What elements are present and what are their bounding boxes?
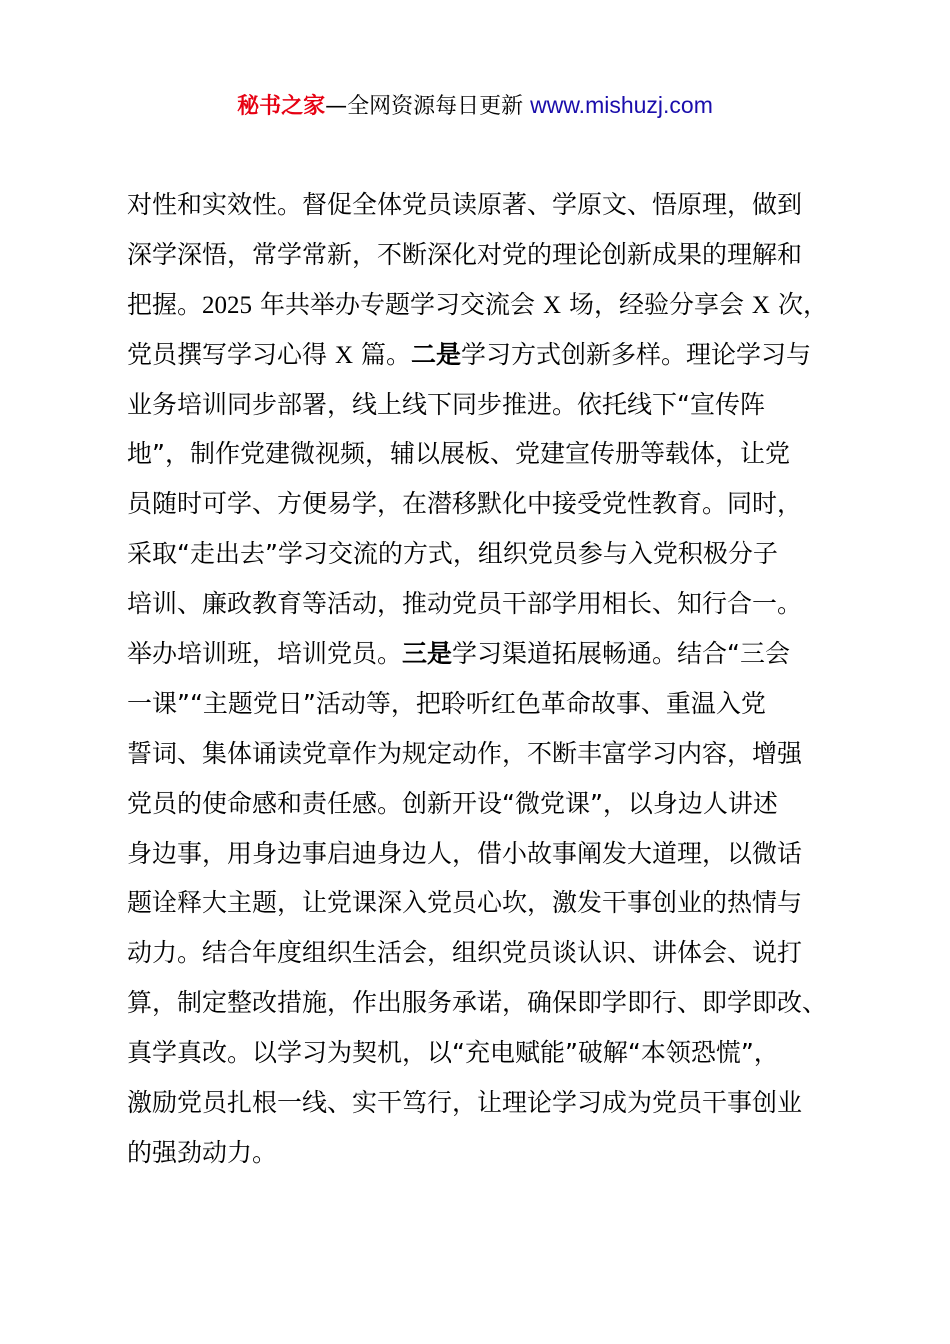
text-line: 地”，制作党建微视频，辅以展板、党建宣传册等载体，让党 bbox=[127, 439, 790, 469]
placeholder-x: X bbox=[751, 291, 770, 319]
text-line bbox=[127, 280, 847, 330]
text-line: 身边事，用身边事启迪身边人，借小故事阐发大道理，以微话 bbox=[127, 838, 803, 868]
text-line: 党员的使命感和责任感。创新开设“微党课”，以身边人讲述 bbox=[127, 788, 778, 818]
text-line: 动力。结合年度组织生活会，组织党员谈认识、讲体会、说打 bbox=[127, 938, 803, 968]
text-line: 题诠释大主题，让党课深入党员心坎，激发干事创业的热情与 bbox=[127, 888, 803, 918]
placeholder-x: X bbox=[334, 341, 354, 369]
text-run: 学习渠道拓展畅通。结合“三会 bbox=[452, 639, 790, 669]
text-line: 培训、廉政教育等活动，推动党员干部学用相长、知行合一。 bbox=[127, 589, 803, 619]
text-line bbox=[127, 629, 847, 679]
year-number: 2025 bbox=[202, 291, 253, 319]
text-line: 员随时可学、方便易学，在潜移默化中接受党性教育。同时， bbox=[127, 489, 803, 519]
brand-name: 秘书之家 bbox=[237, 94, 326, 119]
text-line: 一课”“主题党日”活动等，把聆听红色革命故事、重温入党 bbox=[127, 688, 766, 718]
text-line: 深学深悟，常学常新，不断深化对党的理论创新成果的理解和 bbox=[127, 239, 803, 269]
text-run: 党员撰写学习心得 bbox=[127, 339, 328, 369]
text-run: 次， bbox=[777, 289, 828, 319]
section-marker-three: 三是 bbox=[402, 639, 453, 669]
text-line: 采取“走出去”学习交流的方式，组织党员参与入党积极分子 bbox=[127, 539, 778, 569]
text-line bbox=[127, 330, 847, 380]
text-line: 对性和实效性。督促全体党员读原著、学原文、悟原理，做到 bbox=[127, 190, 803, 219]
text-run: 学习方式创新多样。理论学习与 bbox=[461, 339, 812, 369]
text-run: 年共举办专题学习交流会 bbox=[259, 289, 535, 319]
text-run: 把握。 bbox=[127, 289, 203, 319]
text-run: 篇。 bbox=[360, 339, 411, 369]
placeholder-x: X bbox=[542, 291, 561, 319]
text-line: 业务培训同步部署，线上线下同步推进。依托线下“宣传阵 bbox=[127, 389, 765, 419]
text-line: 激励党员扎根一线、实干笃行，让理论学习成为党员干事创业 bbox=[127, 1088, 803, 1118]
text-line: 誓词、集体诵读党章作为规定动作，不断丰富学习内容，增强 bbox=[127, 738, 803, 768]
document-header bbox=[0, 88, 950, 124]
text-line: 的强劲动力。 bbox=[127, 1137, 278, 1167]
website-url: www.mishuzj.com bbox=[530, 92, 713, 118]
text-run: 举办培训班，培训党员。 bbox=[127, 639, 403, 669]
document-body bbox=[127, 180, 847, 1178]
header-tagline: —全网资源每日更新 bbox=[325, 94, 524, 119]
section-marker-two: 二是 bbox=[411, 339, 462, 369]
text-line: 算，制定整改措施，作出服务承诺，确保即学即行、即学即改、 bbox=[127, 988, 828, 1018]
text-line: 真学真改。以学习为契机，以“充电赋能”破解“本领恐慌”， bbox=[127, 1038, 779, 1068]
text-run: 场，经验分享会 bbox=[568, 289, 744, 319]
